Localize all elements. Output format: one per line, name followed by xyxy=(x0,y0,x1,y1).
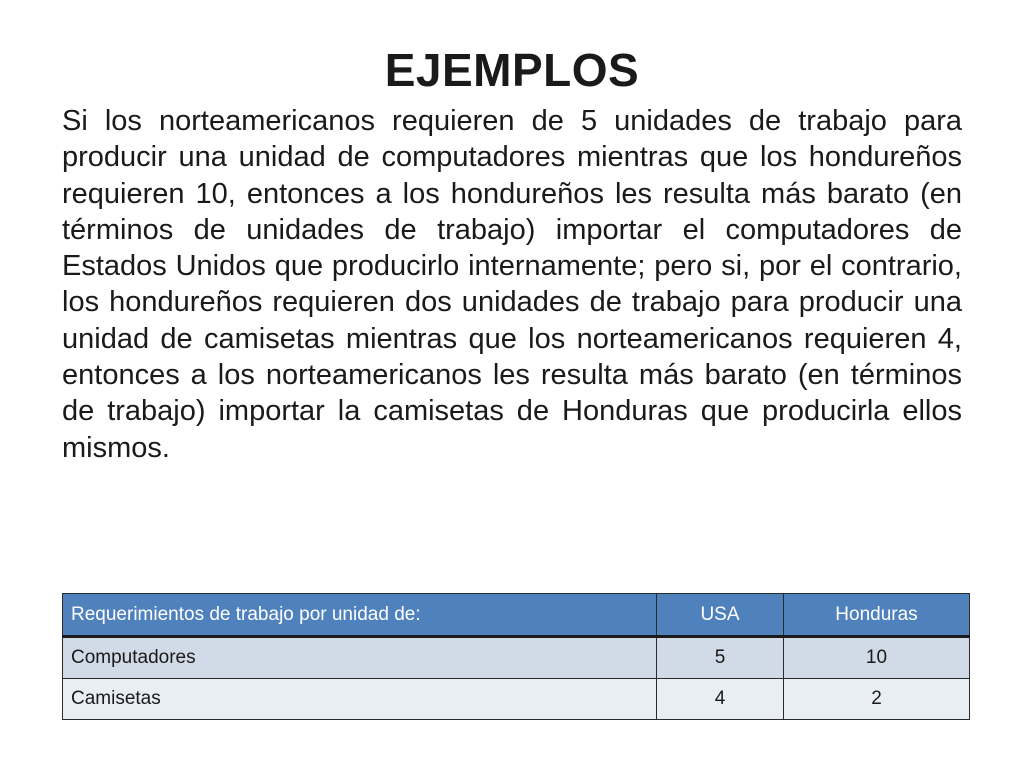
table-row-camisetas xyxy=(63,679,970,720)
cell-honduras: 10 xyxy=(784,637,970,679)
labor-requirements-table xyxy=(62,593,970,720)
cell-usa: 5 xyxy=(657,637,784,679)
cell-product: Computadores xyxy=(63,637,657,679)
table-header-row xyxy=(63,594,970,637)
body-paragraph: Si los norteamericanos requieren de 5 unidades de trabajo para producir una unidad de computadores mientras que los hondureños requieren 10, entonces a los hondureños les resulta más barato (en términos de unidades de trabajo) importar el computadores de Estados Unidos que producirlo internamente; pero si, por el contrario, los hondureños requieren dos unidades de trabajo para producir una unidad de camisetas mientras que los norteamericanos requieren 4, entonces a los norteamericanos les resulta más barato (en términos de trabajo) importar la camisetas de Honduras que producirla ellos mismos. xyxy=(62,105,962,464)
header-honduras: Honduras xyxy=(784,594,970,637)
header-usa: USA xyxy=(657,594,784,637)
cell-usa: 4 xyxy=(657,679,784,720)
slide-title: EJEMPLOS xyxy=(384,44,640,96)
header-requirements: Requerimientos de trabajo por unidad de: xyxy=(63,594,657,637)
cell-honduras: 2 xyxy=(784,679,970,720)
table-row-computadores xyxy=(63,637,970,679)
cell-product: Camisetas xyxy=(63,679,657,720)
